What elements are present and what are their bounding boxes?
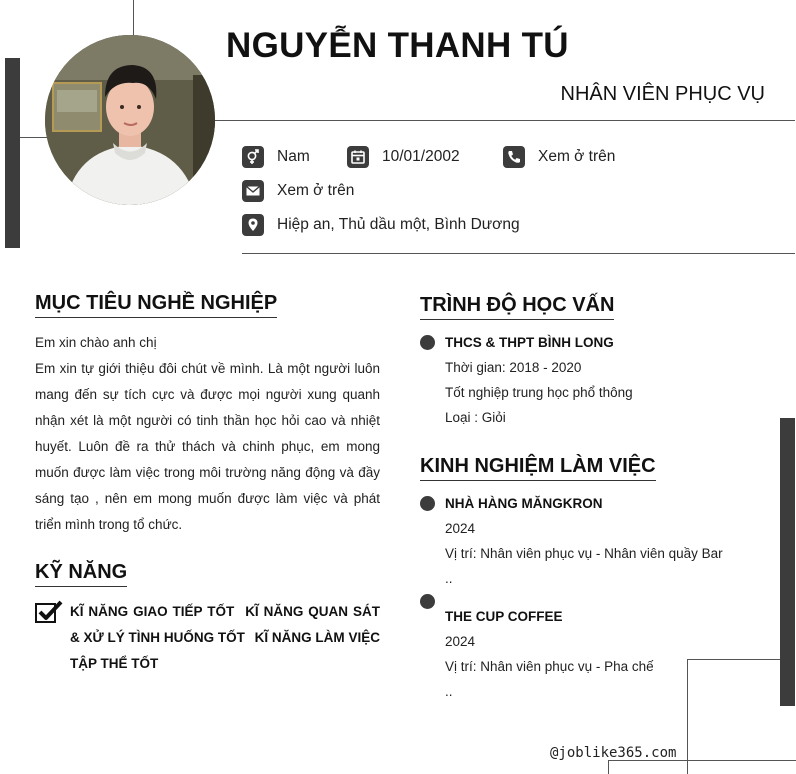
experience-year: 2024 — [445, 634, 476, 649]
experience-heading: KINH NGHIỆM LÀM VIỆC — [420, 455, 656, 481]
company-name: THE CUP COFFEE — [445, 609, 563, 624]
education-period: Thời gian: 2018 - 2020 — [445, 360, 582, 375]
education-bullet — [420, 335, 435, 350]
avatar-divider-line — [20, 137, 50, 138]
objective-heading: MỤC TIÊU NGHỀ NGHIỆP — [35, 292, 277, 318]
phone-icon — [503, 146, 525, 168]
contact-address — [242, 214, 520, 236]
contact-phone — [503, 146, 615, 168]
company-name: NHÀ HÀNG MĂNGKRON — [445, 496, 603, 511]
contact-email — [242, 180, 354, 202]
top-divider-line — [133, 0, 134, 40]
email-value: Xem ở trên — [277, 182, 355, 199]
dob-value: 10/01/2002 — [382, 148, 460, 165]
watermark: @joblike365.com — [550, 745, 677, 761]
location-icon — [242, 214, 264, 236]
skills-list — [70, 599, 380, 677]
skill-item: KĨ NĂNG QUAN SÁT & XỬ LÝ TÌNH HUỐNG TỐT — [70, 604, 380, 645]
bottom-tick-line — [608, 760, 609, 774]
header-divider-line — [213, 120, 795, 121]
phone-value: Xem ở trên — [538, 148, 616, 165]
objective-text — [35, 330, 380, 538]
skill-item: KĨ NĂNG LÀM VIỆC TẬP THỂ TỐT — [70, 630, 380, 671]
experience-bullet — [420, 496, 435, 511]
experience-detail: .. — [445, 684, 453, 699]
gender-value: Nam — [277, 148, 310, 165]
candidate-name: NGUYỄN THANH TÚ — [226, 26, 569, 65]
job-title: NHÂN VIÊN PHỤC VỤ — [560, 83, 765, 105]
right-accent-bar — [780, 418, 795, 706]
experience-entry — [445, 604, 775, 704]
education-heading: TRÌNH ĐỘ HỌC VẤN — [420, 294, 614, 320]
education-grade: Loại : Giỏi — [445, 410, 506, 425]
experience-entry — [445, 491, 775, 591]
education-entry — [445, 330, 775, 430]
contact-dob — [347, 146, 460, 168]
objective-body: Em xin tự giới thiệu đôi chút về mình. Là một người luôn mang đến sự tích cực và được mọi người xung quanh nhận xét là một người có tinh thần học hỏi cao và nhiệt huyết. Luôn đề ra thử thách và chinh phục, em mong muốn được làm việc trong môi trường năng động và đầy sáng tạo , nên em mong muốn được làm việc và phát triển mình trong tổ chức. — [35, 361, 380, 532]
experience-position: Vị trí: Nhân viên phục vụ - Pha chế — [445, 659, 654, 674]
experience-year: 2024 — [445, 521, 476, 536]
skills-heading: KỸ NĂNG — [35, 561, 127, 587]
check-icon — [35, 600, 63, 624]
experience-bullet — [420, 594, 435, 609]
education-degree: Tốt nghiệp trung học phổ thông — [445, 385, 633, 400]
left-accent-bar — [5, 58, 20, 248]
skill-item: KĨ NĂNG GIAO TIẾP TỐT — [70, 604, 235, 619]
avatar — [45, 35, 215, 205]
email-icon — [242, 180, 264, 202]
contact-gender — [242, 146, 310, 168]
address-value: Hiệp an, Thủ dầu một, Bình Dương — [277, 216, 520, 233]
calendar-icon — [347, 146, 369, 168]
gender-icon — [242, 146, 264, 168]
school-name: THCS & THPT BÌNH LONG — [445, 335, 614, 350]
experience-position: Vị trí: Nhân viên phục vụ - Nhân viên quầy Bar — [445, 546, 723, 561]
objective-greeting: Em xin chào anh chị — [35, 335, 157, 350]
contact-divider-line — [242, 253, 795, 254]
experience-detail: .. — [445, 571, 453, 586]
